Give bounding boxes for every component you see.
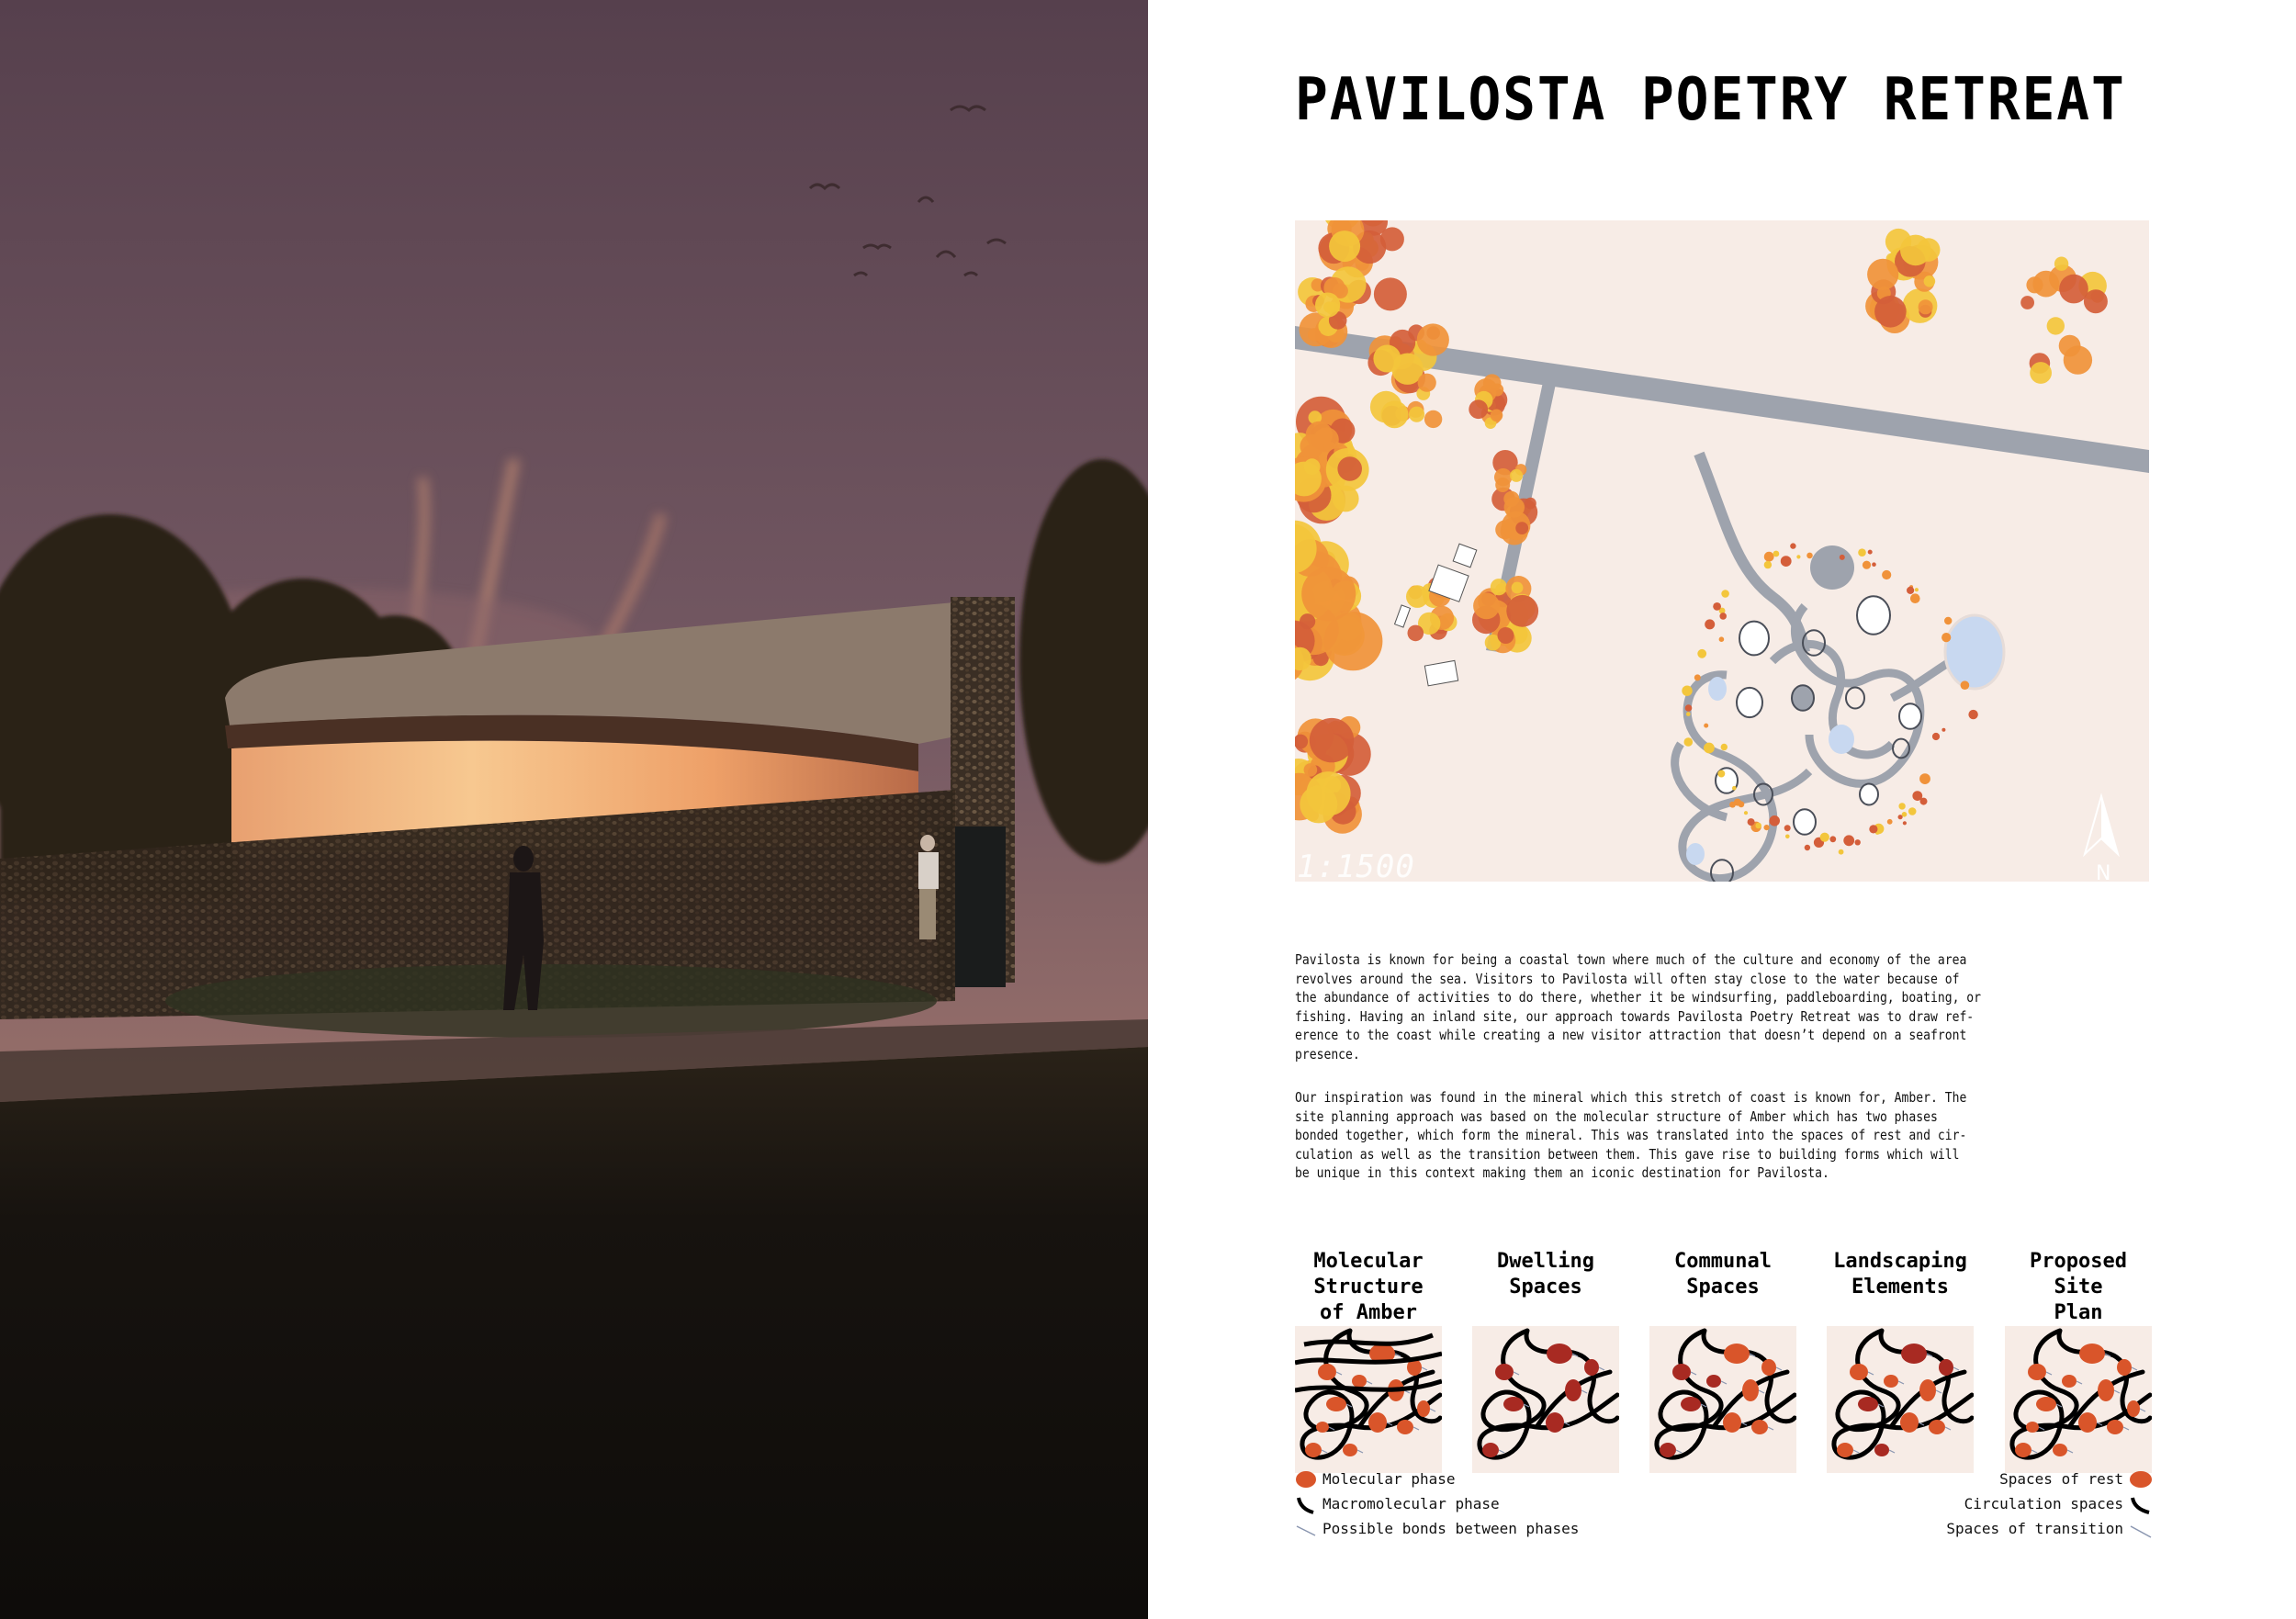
rest-space bbox=[2127, 1400, 2140, 1417]
rest-space bbox=[1417, 1400, 1430, 1417]
rest-space bbox=[1919, 1379, 1936, 1401]
thin-line-icon bbox=[2129, 1519, 2153, 1539]
small-tree bbox=[1732, 786, 1737, 791]
tree bbox=[2020, 296, 2034, 309]
legend-right bbox=[1929, 1467, 2153, 1541]
black-curve-icon bbox=[1295, 1494, 1317, 1514]
pod bbox=[1794, 809, 1816, 835]
tree bbox=[2084, 289, 2108, 313]
tree bbox=[1924, 275, 1936, 287]
tree bbox=[1491, 579, 1507, 595]
tree bbox=[2030, 362, 2052, 384]
tree bbox=[1874, 296, 1907, 328]
diagram-illustration bbox=[1472, 1326, 1619, 1473]
small-tree bbox=[1805, 845, 1810, 850]
rest-space bbox=[2107, 1420, 2123, 1434]
tree bbox=[1329, 230, 1360, 262]
small-tree bbox=[1908, 807, 1917, 815]
small-tree bbox=[1721, 744, 1728, 750]
rest-space bbox=[1318, 1364, 1336, 1380]
small-tree bbox=[1912, 791, 1922, 801]
pod bbox=[1860, 784, 1878, 805]
legend-item bbox=[1929, 1467, 2153, 1491]
tree bbox=[1374, 277, 1407, 310]
north-label: N bbox=[2096, 862, 2111, 882]
rest-space bbox=[1742, 1379, 1759, 1401]
pond bbox=[1945, 615, 2004, 689]
rest-space bbox=[1368, 1412, 1387, 1433]
rest-space bbox=[1547, 1344, 1572, 1364]
tree bbox=[2047, 317, 2065, 334]
small-tree bbox=[1915, 588, 1919, 591]
pod bbox=[1792, 685, 1814, 711]
tree bbox=[1867, 259, 1898, 290]
rest-space bbox=[1397, 1420, 1413, 1434]
small-tree bbox=[1961, 680, 1970, 690]
pod bbox=[1857, 596, 1890, 634]
legend-item bbox=[1295, 1516, 1579, 1541]
trees bbox=[1295, 220, 2108, 855]
rest-space bbox=[1761, 1359, 1776, 1376]
rest-space bbox=[2036, 1397, 2056, 1411]
small-tree bbox=[1755, 823, 1761, 829]
tree bbox=[1308, 328, 1321, 341]
small-tree bbox=[1796, 555, 1800, 558]
rest-space bbox=[1495, 1364, 1514, 1380]
black-curve-icon bbox=[2129, 1494, 2153, 1514]
small-tree bbox=[1790, 543, 1795, 548]
diagram-title: Proposed Site Plan bbox=[2030, 1250, 2127, 1324]
tree bbox=[1315, 293, 1340, 318]
small-tree bbox=[1719, 613, 1727, 620]
rest-space bbox=[1503, 1397, 1524, 1411]
small-tree bbox=[1872, 562, 1876, 567]
description-paragraph-2: Our inspiration was found in the mineral which this stretch of coast is known for, Amber. The site planning approach was based on the molecular structure of Amber which has two phases bonded together, which form the mineral. This was translated into the spaces of rest and cir- culation as well as the transition between them. This gave rise to building forms which will be unique in this context making them an iconic destination for Pavilosta. bbox=[1295, 1089, 1967, 1182]
water-feature bbox=[1829, 725, 1854, 754]
diagram-title: Landscaping Elements bbox=[1833, 1250, 1967, 1299]
tree bbox=[2064, 345, 2092, 374]
tree bbox=[1510, 469, 1523, 482]
tree bbox=[1498, 627, 1514, 644]
tree bbox=[1409, 407, 1424, 422]
tree bbox=[1300, 785, 1337, 823]
diagram-0 bbox=[1295, 1249, 1442, 1326]
rest-space bbox=[2078, 1412, 2097, 1433]
rest-space bbox=[1660, 1443, 1676, 1457]
diagram-illustration bbox=[1827, 1326, 1974, 1473]
tree bbox=[1512, 582, 1524, 594]
small-tree bbox=[1855, 839, 1861, 845]
rest-space bbox=[1482, 1443, 1499, 1457]
legend-item bbox=[1295, 1491, 1579, 1516]
small-tree bbox=[1684, 737, 1694, 747]
rest-space bbox=[1672, 1364, 1691, 1380]
legend-item bbox=[1295, 1467, 1579, 1491]
small-tree bbox=[1748, 818, 1755, 826]
small-tree bbox=[1704, 743, 1715, 754]
small-tree bbox=[1717, 770, 1725, 778]
rest-space bbox=[1546, 1412, 1564, 1433]
tree bbox=[1300, 434, 1324, 458]
tree bbox=[1304, 763, 1318, 777]
pod bbox=[1899, 703, 1921, 729]
tree bbox=[1310, 718, 1354, 762]
rest-space bbox=[2053, 1444, 2067, 1456]
rest-space bbox=[2026, 1422, 2039, 1433]
rest-space bbox=[1900, 1412, 1919, 1433]
rest-space bbox=[1316, 1422, 1329, 1433]
small-tree bbox=[1868, 550, 1873, 555]
legend-label: Spaces of rest bbox=[1999, 1470, 2123, 1488]
small-tree bbox=[1863, 561, 1871, 569]
rest-space bbox=[1326, 1397, 1346, 1411]
small-tree bbox=[1919, 773, 1930, 784]
small-tree bbox=[1907, 587, 1914, 594]
tree bbox=[1506, 595, 1538, 627]
rest-space bbox=[1884, 1375, 1898, 1388]
small-tree bbox=[1839, 849, 1844, 855]
rest-space bbox=[1565, 1379, 1581, 1401]
water-feature bbox=[1708, 677, 1727, 701]
legend-label: Molecular phase bbox=[1322, 1470, 1456, 1488]
rest-space bbox=[1939, 1359, 1953, 1376]
small-tree bbox=[1843, 835, 1854, 846]
rest-space bbox=[1584, 1359, 1599, 1376]
diagram-4 bbox=[2005, 1249, 2152, 1326]
tree bbox=[1381, 400, 1409, 428]
tree bbox=[2054, 257, 2068, 271]
small-tree bbox=[1769, 815, 1780, 826]
pod bbox=[1846, 688, 1864, 709]
small-tree bbox=[1858, 548, 1866, 557]
tree bbox=[1424, 410, 1442, 428]
small-tree bbox=[1686, 712, 1691, 716]
tree bbox=[1491, 410, 1503, 422]
small-tree bbox=[1784, 825, 1791, 831]
small-tree bbox=[1694, 674, 1701, 680]
legend-item bbox=[1929, 1516, 2153, 1541]
small-tree bbox=[1840, 555, 1845, 560]
rest-space bbox=[2117, 1359, 2132, 1376]
parking-circle bbox=[1810, 545, 1854, 590]
tree bbox=[1301, 567, 1356, 621]
rest-space bbox=[2015, 1443, 2032, 1457]
rest-space bbox=[1352, 1375, 1367, 1388]
diagram-illustration bbox=[1649, 1326, 1796, 1473]
small-tree bbox=[1719, 636, 1725, 642]
orange-blob-icon bbox=[2129, 1469, 2153, 1490]
small-tree bbox=[1882, 570, 1891, 579]
small-tree bbox=[1968, 710, 1977, 719]
diagram-2 bbox=[1649, 1249, 1796, 1326]
legend-left bbox=[1295, 1467, 1579, 1541]
description-paragraph-1: Pavilosta is known for being a coastal town where much of the culture and economy of the area revolves around the sea. Visitors to Pavilosta will often stay close to the water because of the abundance of activities to do there, whether it be windsurfing, paddleboarding, boating, or fishing. Having an inland site, our approach towards Pavilosta Poetry Retreat was to draw ref- erence to the coast while creating a new visitor attraction that doesn’t depend on a seafront presence. bbox=[1295, 951, 1982, 1062]
rest-space bbox=[1858, 1397, 1878, 1411]
small-tree bbox=[1932, 733, 1940, 740]
rest-space bbox=[1837, 1443, 1853, 1457]
tree bbox=[1380, 227, 1404, 251]
small-tree bbox=[1903, 821, 1907, 825]
small-tree bbox=[1734, 799, 1741, 806]
tree bbox=[1515, 522, 1528, 534]
rest-space bbox=[1681, 1397, 1701, 1411]
small-tree bbox=[1773, 551, 1780, 557]
tree bbox=[1304, 458, 1321, 475]
diagram-1 bbox=[1472, 1249, 1619, 1326]
diagram-title: Communal Spaces bbox=[1674, 1250, 1772, 1299]
tree bbox=[1473, 592, 1500, 619]
small-tree bbox=[1764, 561, 1772, 568]
rest-space bbox=[2062, 1375, 2077, 1388]
rest-space bbox=[2079, 1344, 2105, 1364]
tree bbox=[1408, 625, 1424, 642]
tree bbox=[1525, 498, 1536, 510]
small-tree bbox=[1764, 825, 1770, 830]
rest-space bbox=[1723, 1412, 1741, 1433]
small-tree bbox=[1898, 803, 1905, 809]
tree bbox=[1900, 235, 1931, 266]
small-tree bbox=[1682, 686, 1692, 696]
orange-blob-icon bbox=[1295, 1469, 1317, 1490]
lawn bbox=[0, 1047, 1148, 1619]
rest-space bbox=[1874, 1444, 1889, 1456]
tree bbox=[1495, 478, 1510, 492]
pod bbox=[1737, 688, 1762, 717]
diagram-illustration bbox=[1295, 1326, 1442, 1473]
small-tree bbox=[1869, 825, 1877, 833]
rest-space bbox=[1901, 1344, 1927, 1364]
tree bbox=[1373, 345, 1401, 373]
legend-label: Possible bonds between phases bbox=[1322, 1520, 1580, 1537]
small-tree bbox=[1764, 552, 1774, 562]
small-tree bbox=[1910, 593, 1920, 603]
small-tree bbox=[1806, 553, 1813, 559]
rest-space bbox=[2098, 1379, 2114, 1401]
small-tree bbox=[1705, 619, 1715, 629]
small-tree bbox=[1941, 633, 1951, 642]
rest-space bbox=[2028, 1364, 2046, 1380]
small-tree bbox=[1898, 815, 1903, 819]
north-arrow-icon bbox=[2085, 796, 2118, 854]
small-tree bbox=[1941, 728, 1945, 732]
page-title: PAVILOSTA POETRY RETREAT bbox=[1295, 66, 2126, 134]
legend-label: Spaces of transition bbox=[1946, 1520, 2123, 1537]
rest-space bbox=[1706, 1375, 1721, 1388]
tree bbox=[1337, 456, 1362, 481]
scale-label: 1:1500 bbox=[1297, 849, 1415, 882]
small-tree bbox=[1685, 704, 1693, 712]
rest-space bbox=[1929, 1420, 1945, 1434]
pod bbox=[1739, 622, 1769, 656]
small-tree bbox=[1785, 835, 1790, 839]
small-tree bbox=[1887, 819, 1893, 825]
small-tree bbox=[1902, 812, 1908, 817]
diagram-title: Molecular Structure of Amber bbox=[1313, 1250, 1424, 1324]
tree bbox=[2059, 275, 2088, 304]
tree bbox=[2026, 276, 2043, 293]
tree bbox=[1417, 323, 1449, 355]
rest-space bbox=[1343, 1444, 1357, 1456]
small-tree bbox=[1781, 556, 1792, 567]
site-plan-map bbox=[1295, 220, 2149, 882]
diagram-3 bbox=[1827, 1249, 1974, 1326]
small-tree bbox=[1721, 590, 1729, 598]
small-tree bbox=[1713, 602, 1721, 611]
legend-label: Circulation spaces bbox=[1964, 1495, 2123, 1512]
small-tree bbox=[1704, 724, 1708, 728]
tree bbox=[1504, 497, 1525, 517]
thin-line-icon bbox=[1295, 1519, 1317, 1539]
small-tree bbox=[1744, 811, 1748, 815]
tree bbox=[1418, 374, 1436, 392]
tree bbox=[1469, 399, 1488, 419]
small-tree bbox=[1820, 833, 1829, 842]
diagram-illustration bbox=[2005, 1326, 2152, 1473]
legend-label: Macromolecular phase bbox=[1322, 1495, 1500, 1512]
rest-space bbox=[1850, 1364, 1868, 1380]
rest-space bbox=[1751, 1420, 1768, 1434]
tree bbox=[1919, 299, 1933, 314]
small-tree bbox=[1944, 617, 1952, 624]
water-feature bbox=[1686, 843, 1705, 865]
small-tree bbox=[1829, 836, 1836, 842]
rest-space bbox=[1305, 1443, 1322, 1457]
tree bbox=[1483, 374, 1502, 392]
rest-space bbox=[1724, 1344, 1750, 1364]
legend-item bbox=[1929, 1491, 2153, 1516]
small-tree bbox=[1697, 649, 1706, 658]
diagram-title: Dwelling Spaces bbox=[1497, 1250, 1594, 1299]
